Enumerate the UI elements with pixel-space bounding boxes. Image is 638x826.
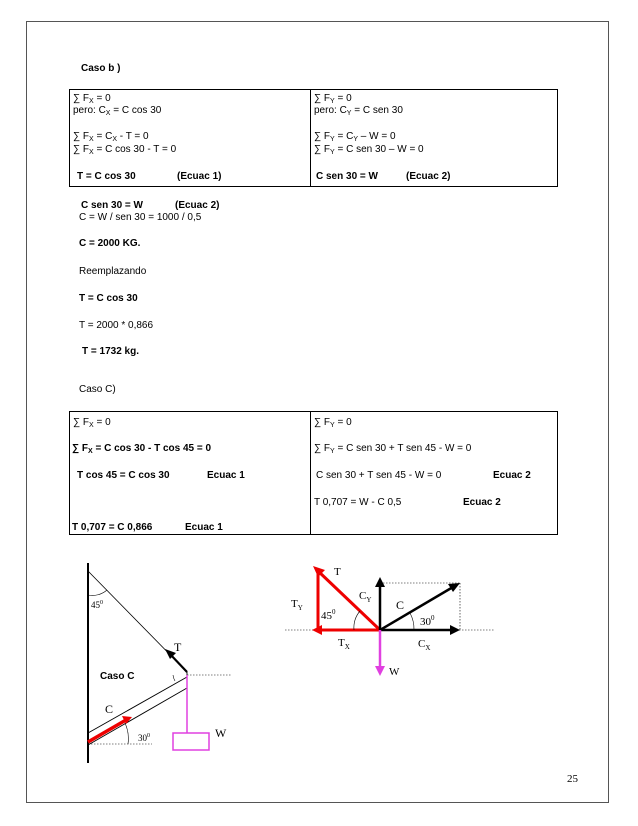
solution-line-1: C sen 30 = W: [81, 200, 143, 211]
solution-line-5: T = C cos 30: [79, 293, 138, 304]
w-label: W: [215, 726, 227, 740]
caso-b-right-l3: ∑ $F_Y = C_Y - W = 0$: [314, 131, 396, 143]
w-label: W: [389, 666, 400, 678]
angle-30-arc: [125, 723, 128, 744]
caso-c-left-l2: ∑ $F_X = C$ cos 30 - T cos 45 = 0: [72, 443, 212, 455]
caso-b-right-l2: pero: $C_Y = C$ sen 30: [314, 105, 403, 117]
caso-b-right-l1: ∑ $F_Y = 0$: [314, 93, 352, 105]
tx-label: $T_X$: [338, 637, 350, 651]
caso-b-left-l3: ∑ $F_X = C_X - T = 0$: [73, 131, 149, 143]
caso-b-divider: [310, 89, 311, 187]
solution-line-2: C = W / sen 30 = 1000 / 0,5: [79, 212, 202, 223]
caso-c-left-l3-tag: Ecuac 1: [207, 470, 245, 481]
caso-c-right-l3: C sen 30 + T sen 45 - W = 0: [316, 470, 442, 481]
solution-line-1-tag: (Ecuac 2): [175, 200, 220, 211]
angle-30-label: $30^0$: [420, 614, 435, 628]
caso-c-label: Caso C: [100, 671, 135, 682]
c-label: C: [105, 702, 114, 716]
caso-c-right-l4-tag: Ecuac 2: [463, 497, 501, 508]
caso-b-left-eq-tag: (Ecuac 1): [177, 171, 222, 182]
angle-45-arc: [354, 611, 360, 630]
caso-c-left-l1: ∑ $F_X = 0$: [73, 417, 111, 429]
caso-b-left-l4: ∑ $F_X = C$ cos 30 - T = 0: [73, 144, 177, 156]
cy-vector-head: [375, 577, 385, 587]
caso-c-right-l4: T 0,707 = W - C 0,5: [314, 497, 402, 508]
caso-b-right-eq: C sen 30 = W: [316, 171, 378, 182]
caso-c-left-l3: T cos 45 = C cos 30: [77, 470, 170, 481]
angle-30-arc: [410, 613, 414, 630]
w-vector-head: [375, 666, 385, 676]
caso-b-right-l4: ∑ $F_Y = C$ sen 30 – W = 0: [314, 144, 424, 156]
strut-top-line: [88, 677, 187, 733]
angle-45-label: $45^0$: [321, 608, 336, 622]
c-label: C: [396, 598, 405, 612]
caso-b-title: Caso b ): [81, 63, 121, 74]
caso-c-right-l2: ∑ $F_Y = C$ sen 30 + T sen 45 - W = 0: [314, 443, 472, 455]
free-body-diagram: [285, 557, 495, 697]
solution-line-4: Reemplazando: [79, 266, 147, 277]
solution-line-3: C = 2000 KG.: [79, 238, 141, 249]
angle-45-label: $45^0$: [91, 600, 103, 610]
caso-b-left-eq: T = C cos 30: [77, 171, 136, 182]
cx-label: $C_X$: [418, 638, 431, 652]
caso-c-right-l1: ∑ $F_Y = 0$: [314, 417, 352, 429]
c-vector: [380, 587, 453, 630]
caso-c-right-l3-tag: Ecuac 2: [493, 470, 531, 481]
caso-c-divider: [310, 411, 311, 535]
page-number: 25: [567, 773, 578, 785]
joint-arc: [173, 675, 175, 681]
cy-label: $C_Y$: [359, 590, 372, 604]
c-arrow: [88, 720, 126, 742]
caso-c-structure-diagram: [70, 555, 240, 770]
solution-line-7: T = 1732 kg.: [82, 346, 139, 357]
caso-c-left-l4: T 0,707 = C 0,866: [72, 522, 153, 533]
t-label: T: [334, 566, 341, 578]
caso-c-left-l4-tag: Ecuac 1: [185, 522, 223, 533]
caso-b-left-l2: pero: $C_X = C$ cos 30: [73, 105, 162, 117]
caso-c-title: Caso C): [79, 384, 116, 395]
angle-45-arc: [88, 590, 107, 595]
ty-label: $T_Y$: [291, 598, 303, 612]
caso-b-right-eq-tag: (Ecuac 2): [406, 171, 451, 182]
solution-line-6: T = 2000 * 0,866: [79, 320, 154, 331]
angle-30-label: $30^0$: [138, 733, 150, 743]
t-label: T: [174, 640, 182, 654]
caso-b-left-l1: ∑ $F_X = 0$: [73, 93, 111, 105]
weight-box: [173, 733, 209, 750]
cx-vector-head: [450, 625, 460, 635]
